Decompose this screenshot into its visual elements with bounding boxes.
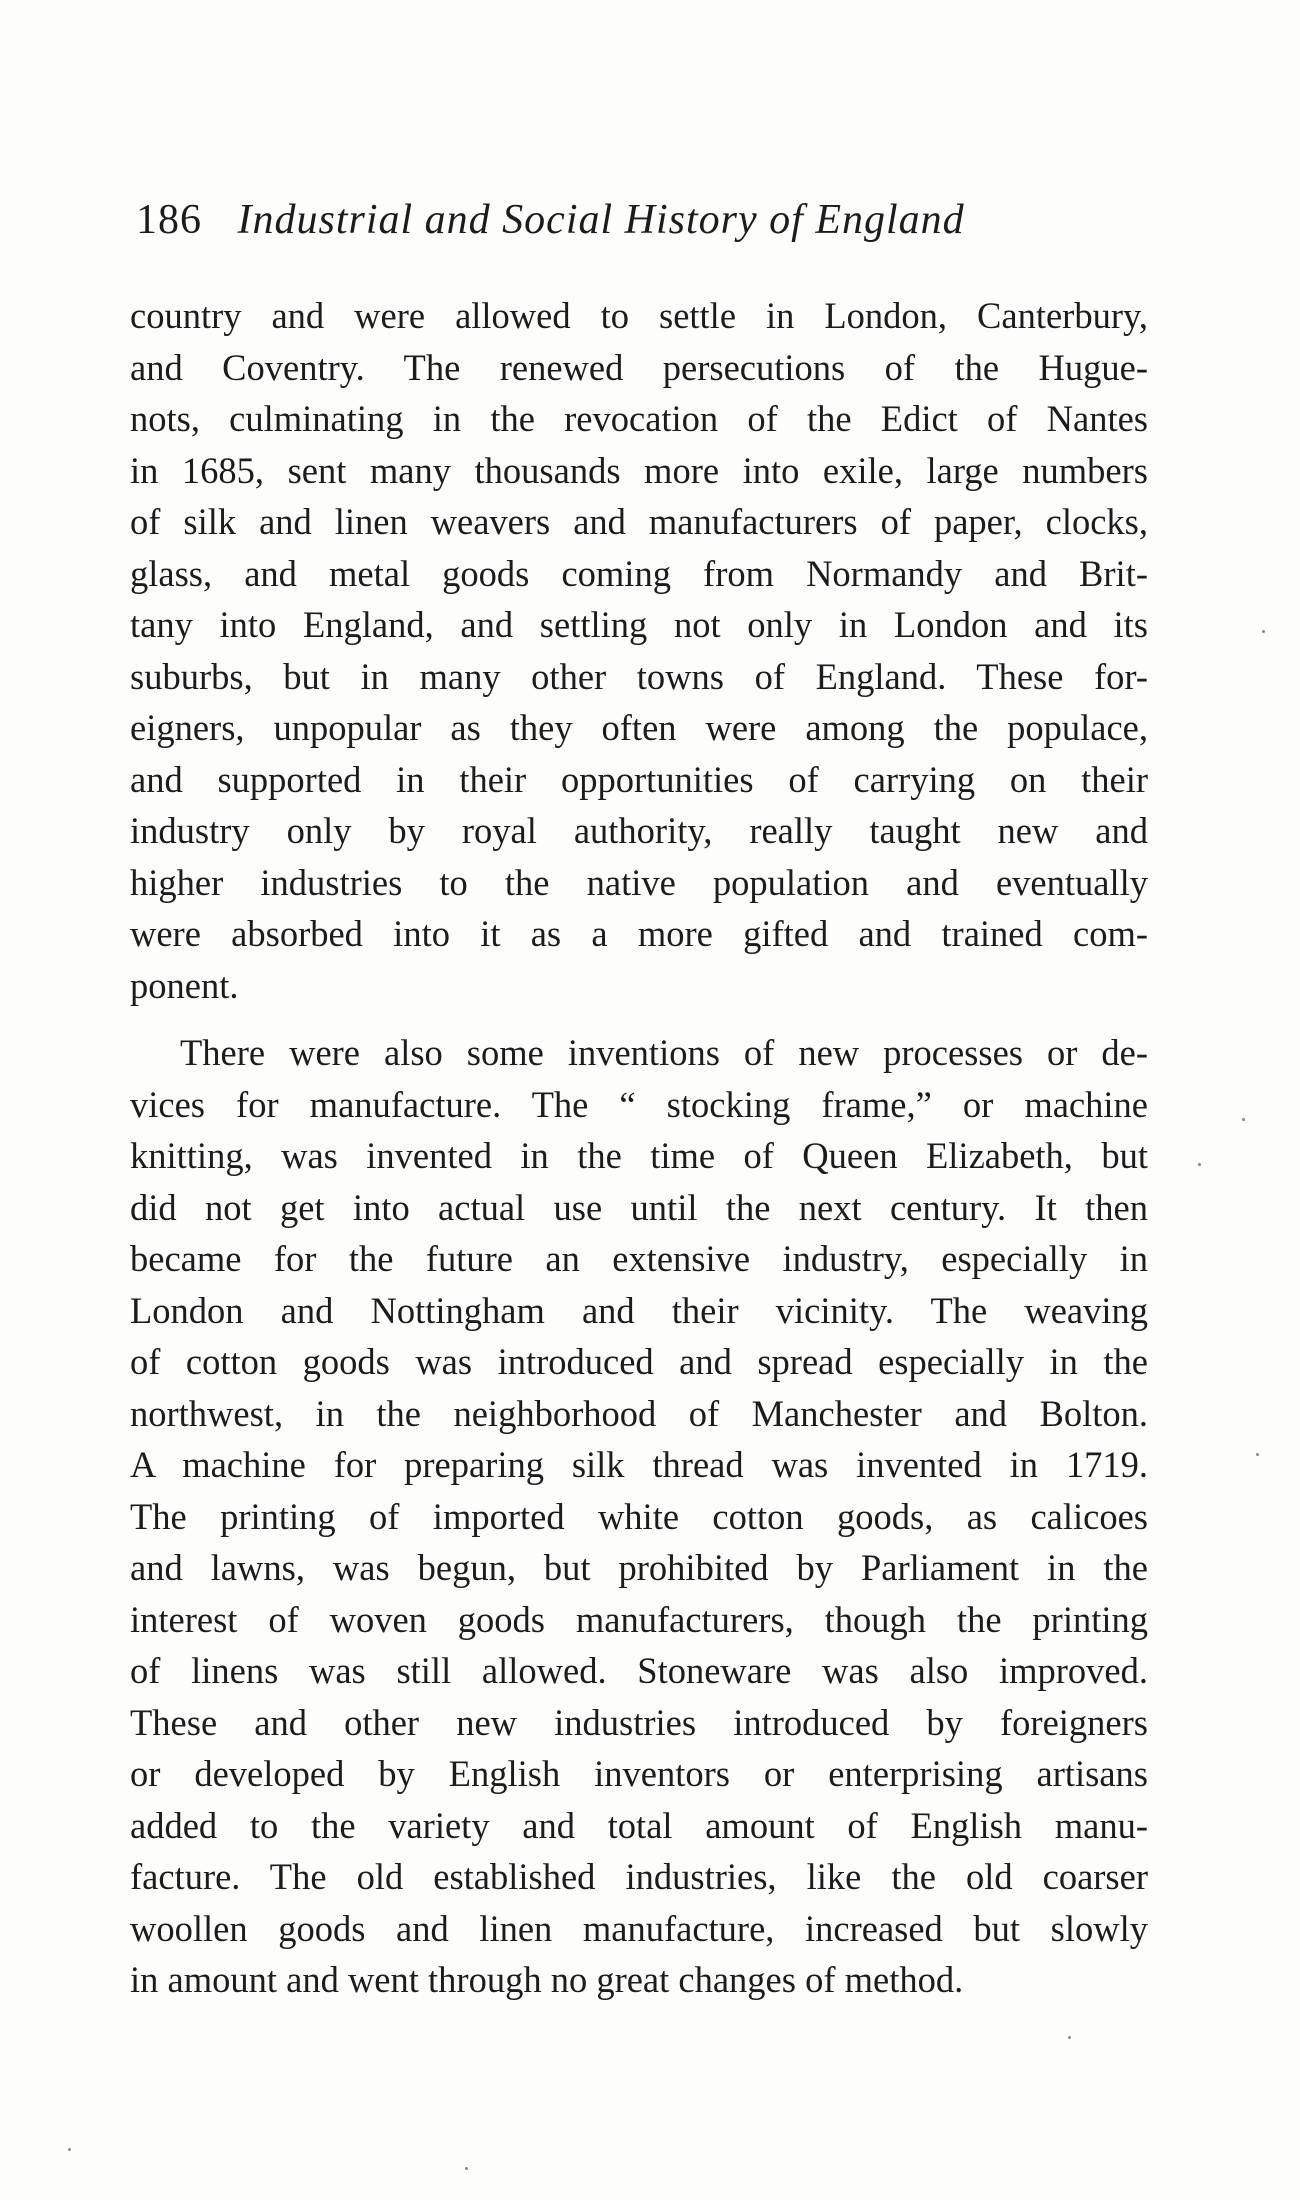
- text-line: There were also some inventions of new processes or de-: [180, 1032, 1148, 1073]
- running-head: [136, 196, 1136, 256]
- text-line: glass, and metal goods coming from Normandy and Brit-: [130, 552, 1148, 594]
- text-line: and lawns, was begun, but prohibited by Parliament in the: [130, 1547, 1148, 1588]
- text-line: The printing of imported white cotton goods, as calicoes: [130, 1495, 1148, 1537]
- scan-speck: [465, 2167, 468, 2170]
- text-line: industry only by royal authority, really taught new and: [130, 810, 1148, 851]
- text-line: of silk and linen weavers and manufacturers of paper, clocks,: [130, 501, 1148, 542]
- text-line: A machine for preparing silk thread was invented in 1719.: [130, 1444, 1148, 1485]
- text-line: were absorbed into it as a more gifted and trained com-: [130, 913, 1148, 954]
- text-line: in 1685, sent many thousands more into exile, large numbers: [130, 449, 1148, 491]
- body-text: [130, 290, 1148, 2006]
- text-line: northwest, in the neighborhood of Manchester and Bolton.: [130, 1392, 1148, 1434]
- text-line: country and were allowed to settle in London, Canterbury,: [130, 295, 1148, 336]
- book-title: Industrial and Social History of England: [237, 197, 965, 243]
- text-line: became for the future an extensive industry, especially in: [130, 1238, 1148, 1279]
- text-line: facture. The old established industries, like the old coarser: [130, 1856, 1148, 1897]
- text-line: and supported in their opportunities of carrying on their: [130, 758, 1148, 800]
- text-line: of cotton goods was introduced and spread especially in the: [130, 1341, 1148, 1382]
- text-line: or developed by English inventors or enterprising artisans: [130, 1753, 1148, 1794]
- text-line: tany into England, and settling not only in London and its: [130, 604, 1148, 645]
- scan-speck: [1068, 2036, 1071, 2039]
- paragraph-gap: [130, 1011, 1148, 1027]
- scan-speck: [68, 2148, 71, 2151]
- text-line: nots, culminating in the revocation of the Edict of Nantes: [130, 398, 1148, 439]
- text-line: eigners, unpopular as they often were among the populace,: [130, 707, 1148, 748]
- text-line: interest of woven goods manufacturers, though the printing: [130, 1598, 1148, 1640]
- scan-speck: [1198, 1163, 1201, 1166]
- paragraph-2: [130, 1027, 1148, 2006]
- text-line: woollen goods and linen manufacture, increased but slowly: [130, 1907, 1148, 1949]
- text-line: higher industries to the native population and eventually: [130, 861, 1148, 903]
- text-line: did not get into actual use until the next century. It then: [130, 1186, 1148, 1228]
- text-line: These and other new industries introduced by foreigners: [130, 1701, 1148, 1743]
- text-line: added to the variety and total amount of English manu-: [130, 1804, 1148, 1846]
- page-number: 186: [136, 197, 202, 243]
- text-line: ponent.: [130, 964, 239, 1006]
- scan-speck: [1262, 630, 1265, 633]
- text-line: vices for manufacture. The “ stocking frame,” or machine: [130, 1083, 1148, 1125]
- text-line: London and Nottingham and their vicinity. The weaving: [130, 1289, 1148, 1331]
- text-line: suburbs, but in many other towns of England. These for-: [130, 655, 1148, 697]
- text-line: in amount and went through no great changes of method.: [130, 1959, 964, 2000]
- scan-speck: [1242, 1118, 1245, 1121]
- text-line: and Coventry. The renewed persecutions of the Hugue-: [130, 346, 1148, 388]
- scan-speck: [1256, 1453, 1259, 1456]
- paragraph-1: [130, 290, 1148, 1011]
- text-line: of linens was still allowed. Stoneware was also improved.: [130, 1650, 1148, 1691]
- text-line: knitting, was invented in the time of Queen Elizabeth, but: [130, 1135, 1148, 1176]
